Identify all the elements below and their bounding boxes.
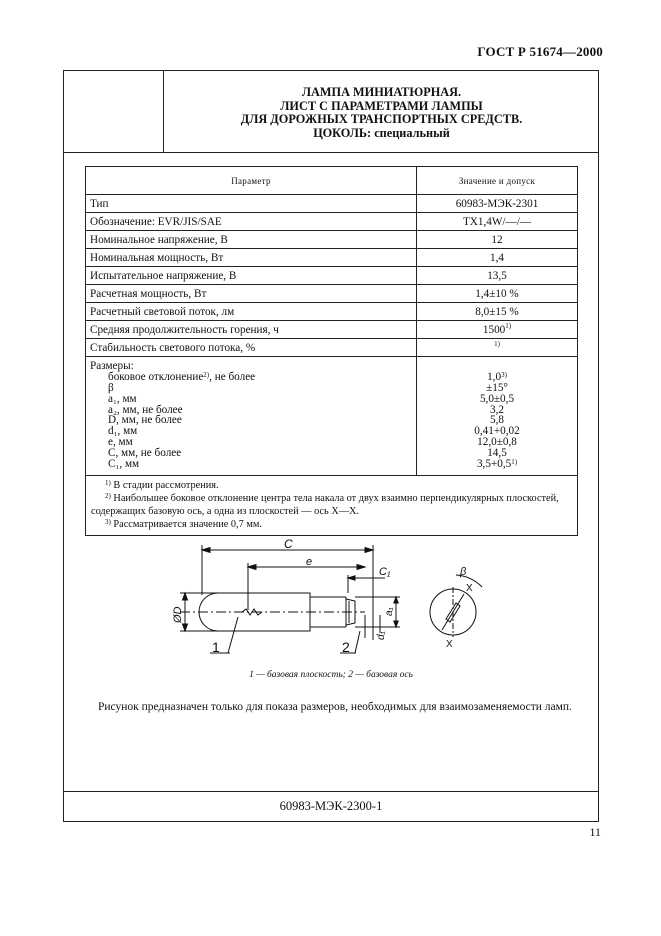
dim-label: a₁, мм (108, 392, 137, 405)
row-value (417, 339, 578, 357)
arrow-d-top (183, 593, 188, 600)
lamp-dimension-drawing (160, 535, 500, 665)
label-e: e (306, 556, 313, 568)
label-2: 2 (342, 639, 350, 655)
base-line (164, 127, 599, 141)
dim-label: e, мм (108, 436, 133, 449)
arrow-c-right (365, 548, 373, 553)
dim-value: 5,0±0,5 (479, 392, 515, 405)
table-row (86, 213, 578, 231)
leader-2 (355, 631, 360, 653)
base-label: ЦОКОЛЬ: (313, 125, 372, 140)
arrow-e-right (357, 565, 365, 570)
label-beta: β (460, 566, 467, 578)
figure-caption: 1 — базовая плоскость; 2 — базовая ось (249, 670, 413, 680)
footnotes (86, 475, 578, 535)
row-param: Расчетный световой поток, лм (86, 303, 417, 321)
arrow-a1-top (394, 597, 398, 603)
dims-title: Размеры: (90, 360, 134, 372)
dim-value: 14,5 (487, 447, 507, 460)
label-1: 1 (212, 639, 220, 655)
label-a1: a₁ (384, 607, 395, 616)
title-line-1: ЛАМПА МИНИАТЮРНАЯ. (301, 85, 462, 99)
dim-label: C, мм, не более (108, 447, 182, 460)
dim-label: D, мм, не более (108, 414, 182, 427)
dim-value: ±15° (486, 381, 508, 394)
standard-number: ГОСТ Р 51674—2000 (477, 44, 603, 59)
table-header-row (86, 167, 578, 195)
table-row (86, 267, 578, 285)
table-row (86, 249, 578, 267)
base-value: специальный (374, 125, 450, 140)
row-param: Номинальное напряжение, В (86, 231, 417, 249)
table-row (86, 339, 578, 357)
dim-value: 12,0±0,8 (477, 436, 517, 449)
arrow-c-left (202, 548, 210, 553)
footnote-ref: 1) (494, 339, 500, 348)
notes-row (86, 475, 578, 535)
row-value: 13,5 (417, 267, 578, 285)
footnote-3: $^{3)}$ Рассматривается значение 0,7 мм. (105, 517, 262, 530)
arrow-e-left (248, 565, 256, 570)
dim-label: d₁, мм (108, 425, 138, 438)
label-d1: d₁ (376, 631, 387, 640)
label-x-bottom: X (446, 639, 453, 650)
row-value: 12 (417, 231, 578, 249)
dimensions-values (417, 357, 578, 476)
dim-value: 3,2 (490, 403, 504, 416)
dim-value: 1,0$^{3)}$ (487, 370, 507, 383)
dimensions-labels (86, 357, 417, 476)
title-line-2: ЛИСТ С ПАРАМЕТРАМИ ЛАМПЫ (280, 98, 483, 113)
table-row (86, 231, 578, 249)
dim-label: a₂, мм, не более (108, 403, 183, 416)
row-value: 60983-МЭК-2301 (417, 195, 578, 213)
arrow-d-bottom (183, 624, 188, 631)
row-value: 1,4±10 % (417, 285, 578, 303)
row-param: Испытательное напряжение, В (86, 267, 417, 285)
row-value: 8,0±15 % (417, 303, 578, 321)
arrow-a1-bottom (394, 621, 398, 627)
sheet-title (164, 86, 599, 140)
row-param: Стабильность светового потока, % (86, 339, 417, 357)
label-x-top: X (466, 583, 473, 594)
dim-value: 5,8 (490, 414, 504, 427)
arrow-c1 (348, 576, 355, 580)
dim-label: боковое отклонение$^{2)}$, не более (108, 370, 256, 383)
footnote-2: $^{2)}$ Наибольшее боковое отклонение центра тела накала от двух взаимно перпендикулярных плоскостей, содержащих базовую ось, а одна из плоскостей — ось X—X. (91, 491, 559, 517)
table-row (86, 195, 578, 213)
row-value: TX1,4W/—/— (417, 213, 578, 231)
row-param: Номинальная мощность, Вт (86, 249, 417, 267)
col-header-param: Параметр (86, 167, 417, 195)
dimensions-row (86, 357, 578, 476)
table-row (86, 303, 578, 321)
row-param: Обозначение: EVR/JIS/SAE (86, 213, 417, 231)
title-block-left-cell (63, 70, 164, 153)
row-value: 1,4 (417, 249, 578, 267)
parameters-table (85, 166, 578, 536)
leader-1 (228, 617, 238, 653)
row-param: Расчетная мощность, Вт (86, 285, 417, 303)
dim-label: C₁, мм (108, 458, 140, 471)
title-line-3: ДЛЯ ДОРОЖНЫХ ТРАНСПОРТНЫХ СРЕДСТВ. (240, 112, 523, 126)
table-row (86, 321, 578, 339)
footnote-ref: 1) (505, 321, 512, 330)
row-value: 1500$^{1)}$ (417, 321, 578, 339)
row-param: Средняя продолжительность горения, ч (86, 321, 417, 339)
dim-value: 0,41+0,02 (474, 425, 520, 438)
row-param: Тип (86, 195, 417, 213)
sheet-id: 60983-МЭК-2300-1 (279, 799, 383, 813)
table-row (86, 285, 578, 303)
label-c: C (284, 537, 293, 551)
page-number: 11 (589, 825, 601, 839)
footer-divider (63, 791, 599, 792)
label-d: ØD (172, 606, 184, 623)
footnote-1: $^{1)}$ В стадии рассмотрения. (105, 478, 219, 491)
note-paragraph: Рисунок предназначен только для показа размеров, необходимых для взаимозаменяемости ламп. (98, 701, 572, 713)
col-header-value: Значение и допуск (417, 167, 578, 195)
dim-value: $3,5+0,5^{1)}$ (476, 458, 518, 471)
dim-label: β (108, 381, 114, 394)
label-c1: C₁ (379, 566, 391, 578)
